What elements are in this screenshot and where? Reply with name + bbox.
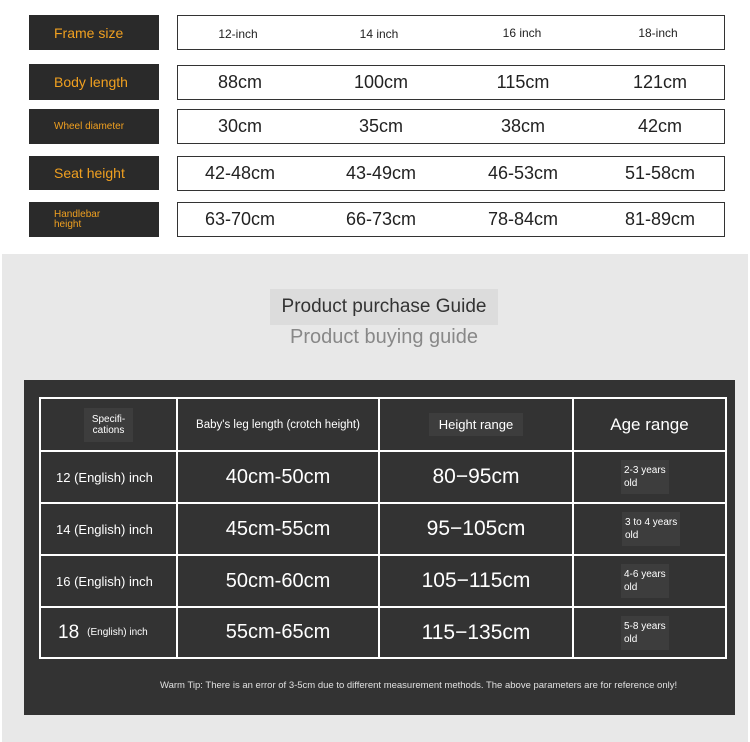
row-age-line1: 3 to 4 years bbox=[625, 517, 678, 528]
spec-value: 12-inch bbox=[218, 27, 258, 41]
spec-row-handlebar-height bbox=[29, 202, 725, 237]
spec-label-body-length bbox=[29, 64, 159, 100]
row-age-line2: old bbox=[625, 530, 639, 541]
spec-value: 14 inch bbox=[359, 27, 399, 41]
header-height-range bbox=[378, 397, 574, 452]
spec-row-body-length bbox=[29, 64, 725, 100]
row-12-age bbox=[572, 450, 727, 504]
row-age-line1: 5-8 years bbox=[624, 620, 666, 632]
spec-label-text: Handlebar bbox=[54, 208, 101, 220]
guide-title: Product purchase Guide bbox=[270, 289, 498, 325]
spec-value: 42-48cm bbox=[204, 163, 276, 183]
row-14-leg bbox=[176, 502, 380, 556]
spec-value: 88cm bbox=[217, 72, 263, 92]
row-spec-text: 12 (English) inch bbox=[56, 469, 153, 485]
spec-values-handlebar-height bbox=[177, 202, 725, 237]
spec-values-body-length bbox=[177, 65, 725, 100]
row-16-height bbox=[378, 554, 574, 608]
header-specifications bbox=[39, 397, 178, 452]
spec-value: 115cm bbox=[496, 72, 550, 92]
row-leg-text: 55cm-65cm bbox=[225, 621, 331, 643]
row-12-leg bbox=[176, 450, 380, 504]
row-14-spec bbox=[39, 502, 178, 556]
row-12-spec bbox=[39, 450, 178, 504]
row-18-height bbox=[378, 606, 574, 659]
header-leg-length bbox=[176, 397, 380, 452]
header-leg-text: Baby's leg length (crotch height) bbox=[196, 418, 360, 431]
spec-row-seat-height bbox=[29, 156, 725, 191]
spec-value: 81-89cm bbox=[624, 209, 696, 229]
spec-row-frame-size bbox=[29, 15, 725, 50]
row-height-text: 95−105cm bbox=[426, 517, 526, 540]
spec-value: 46-53cm bbox=[487, 163, 559, 183]
spec-value: 63-70cm bbox=[204, 209, 276, 229]
spec-values-frame-size bbox=[177, 15, 725, 50]
spec-label-wheel-diameter bbox=[29, 109, 159, 144]
spec-label-text: Body length bbox=[54, 74, 128, 90]
spec-value: 100cm bbox=[353, 72, 409, 92]
row-height-text: 105−115cm bbox=[421, 569, 531, 592]
row-18-leg bbox=[176, 606, 380, 659]
row-age-box bbox=[621, 460, 669, 494]
spec-value: 78-84cm bbox=[487, 209, 559, 229]
spec-value: 121cm bbox=[632, 72, 688, 92]
row-leg-text: 40cm-50cm bbox=[225, 465, 331, 488]
row-age-line2: old bbox=[624, 633, 638, 645]
row-spec-big: 18 bbox=[58, 621, 80, 643]
row-16-age bbox=[572, 554, 727, 608]
spec-row-wheel-diameter bbox=[29, 109, 725, 144]
row-leg-text: 50cm-60cm bbox=[225, 569, 331, 592]
spec-value: 42cm bbox=[637, 116, 683, 136]
spec-label-text: height bbox=[54, 218, 82, 230]
row-height-text: 80−95cm bbox=[432, 465, 520, 488]
spec-value: 51-58cm bbox=[624, 163, 696, 183]
warm-tip: Warm Tip: There is an error of 3-5cm due to different measurement methods. The above parameters are for reference only! bbox=[160, 680, 678, 691]
row-16-leg bbox=[176, 554, 380, 608]
spec-value: 16 inch bbox=[502, 26, 542, 40]
header-age-range bbox=[572, 397, 727, 452]
spec-values-wheel-diameter bbox=[177, 109, 725, 144]
spec-value: 18-inch bbox=[638, 26, 678, 40]
row-leg-text: 45cm-55cm bbox=[225, 517, 331, 540]
row-age-box bbox=[621, 564, 669, 598]
row-height-text: 115−135cm bbox=[421, 620, 531, 644]
row-spec-text: 14 (English) inch bbox=[56, 521, 153, 537]
spec-value: 43-49cm bbox=[345, 163, 417, 183]
spec-label-text: Wheel diameter bbox=[54, 120, 125, 132]
row-age-line1: 4-6 years bbox=[624, 569, 666, 580]
header-height-text: Height range bbox=[438, 417, 514, 432]
row-18-spec bbox=[39, 606, 178, 659]
header-spec-box bbox=[84, 408, 133, 442]
guide-subtitle: Product buying guide bbox=[290, 326, 478, 348]
row-18-age bbox=[572, 606, 727, 659]
row-14-age bbox=[572, 502, 727, 556]
spec-values-seat-height bbox=[177, 156, 725, 191]
spec-label-text: Frame size bbox=[54, 24, 124, 41]
spec-label-seat-height bbox=[29, 156, 159, 190]
row-age-line2: old bbox=[624, 582, 638, 593]
spec-value: 66-73cm bbox=[345, 209, 417, 229]
row-12-height bbox=[378, 450, 574, 504]
spec-label-handlebar-height bbox=[29, 202, 159, 237]
spec-value: 30cm bbox=[217, 116, 263, 136]
header-age-text: Age range bbox=[610, 414, 689, 434]
row-16-spec bbox=[39, 554, 178, 608]
spec-value: 38cm bbox=[500, 116, 546, 136]
spec-label-frame-size bbox=[29, 15, 159, 50]
spec-label-text: Seat height bbox=[54, 165, 125, 181]
header-spec-line1: Specifi- bbox=[91, 413, 126, 425]
header-spec-line2: cations bbox=[92, 424, 125, 436]
spec-value: 35cm bbox=[358, 116, 404, 136]
row-age-box bbox=[621, 616, 669, 650]
header-height-box bbox=[429, 413, 523, 436]
row-age-line2: old bbox=[624, 478, 638, 489]
row-age-box bbox=[622, 512, 680, 546]
row-spec-small: (English) inch bbox=[87, 627, 148, 638]
row-age-line1: 2-3 years bbox=[624, 465, 666, 476]
row-spec-text: 16 (English) inch bbox=[56, 573, 153, 589]
row-14-height bbox=[378, 502, 574, 556]
